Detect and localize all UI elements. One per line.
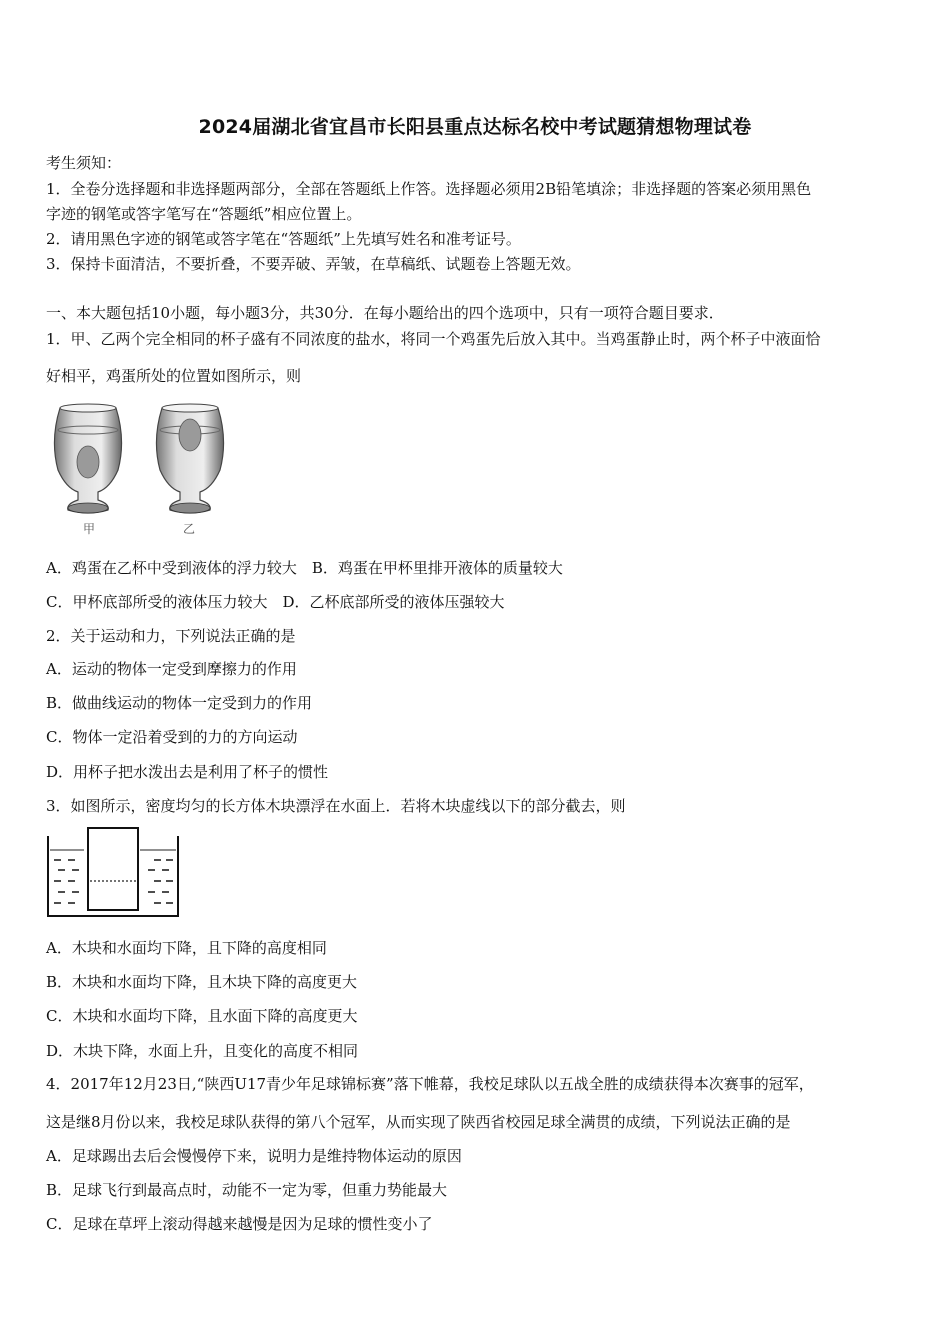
q4-stem-line2: 这是继8月份以来，我校足球队获得的第八个冠军，从而实现了陕西省校园足球全满贯的成绩，下列说法正确的是 xyxy=(46,1113,791,1131)
q3-option-c: C．木块和水面均下降，且水面下降的高度更大 xyxy=(46,1007,358,1025)
glass-jia xyxy=(54,404,121,513)
egg-jia xyxy=(77,446,99,478)
q3-option-d: D．木块下降，水面上升，且变化的高度不相同 xyxy=(46,1042,359,1060)
q2-option-d: D．用杯子把水泼出去是利用了杯子的惯性 xyxy=(46,763,329,781)
q1-stem-line1: 1．甲、乙两个完全相同的杯子盛有不同浓度的盐水，将同一个鸡蛋先后放入其中。当鸡蛋静止时，两个杯子中液面恰 xyxy=(46,330,821,348)
q2-option-a: A．运动的物体一定受到摩擦力的作用 xyxy=(46,660,297,678)
document-title: 2024届湖北省宜昌市长阳县重点达标名校中考试题猜想物理试卷 xyxy=(198,116,752,138)
glass-yi xyxy=(156,404,223,513)
q1-glasses-figure xyxy=(48,400,228,518)
egg-yi xyxy=(179,419,201,451)
label-yi: 乙 xyxy=(183,522,196,536)
wooden-block xyxy=(88,828,138,910)
q4-option-c: C．足球在草坪上滚动得越来越慢是因为足球的惯性变小了 xyxy=(46,1215,433,1233)
q2-option-c: C．物体一定沿着受到的力的方向运动 xyxy=(46,728,298,746)
section-heading: 一、本大题包括10小题，每小题3分，共30分．在每小题给出的四个选项中，只有一项符合题目要求． xyxy=(46,304,724,322)
q2-stem: 2．关于运动和力，下列说法正确的是 xyxy=(46,627,296,645)
notice-item-1: 1．全卷分选择题和非选择题两部分，全部在答题纸上作答。选择题必须用2B铅笔填涂；非选择题的答案必须用黑色 xyxy=(46,180,812,198)
notice-item-2: 2．请用黑色字迹的钢笔或答字笔在“答题纸”上先填写姓名和准考证号。 xyxy=(46,230,521,248)
q4-option-b: B．足球飞行到最高点时，动能不一定为零，但重力势能最大 xyxy=(46,1181,448,1199)
q1-options-cd: C．甲杯底部所受的液体压力较大 D．乙杯底部所受的液体压强较大 xyxy=(46,593,505,611)
q3-option-a: A．木块和水面均下降，且下降的高度相同 xyxy=(46,939,327,957)
q4-option-a: A．足球踢出去后会慢慢停下来，说明力是维持物体运动的原因 xyxy=(46,1147,462,1165)
label-jia: 甲 xyxy=(83,522,96,536)
q3-floating-block-figure xyxy=(44,826,184,922)
notice-item-3: 3．保持卡面清洁，不要折叠，不要弄破、弄皱，在草稿纸、试题卷上答题无效。 xyxy=(46,255,581,273)
q3-stem: 3．如图所示，密度均匀的长方体木块漂浮在水面上．若将木块虚线以下的部分截去，则 xyxy=(46,797,626,815)
q1-stem-line2: 好相平，鸡蛋所处的位置如图所示，则 xyxy=(46,367,302,385)
notice-item-1-cont: 字迹的钢笔或答字笔写在“答题纸”相应位置上。 xyxy=(46,205,362,223)
notice-heading: 考生须知： xyxy=(46,154,122,172)
q3-option-b: B．木块和水面均下降，且木块下降的高度更大 xyxy=(46,973,358,991)
q2-option-b: B．做曲线运动的物体一定受到力的作用 xyxy=(46,694,313,712)
q4-stem-line1: 4．2017年12月23日,“陕西U17青少年足球锦标赛”落下帷幕，我校足球队以五战全胜的成绩获得本次赛事的冠军， xyxy=(46,1075,814,1093)
q1-options-ab: A．鸡蛋在乙杯中受到液体的浮力较大 B．鸡蛋在甲杯里排开液体的质量较大 xyxy=(46,559,563,577)
